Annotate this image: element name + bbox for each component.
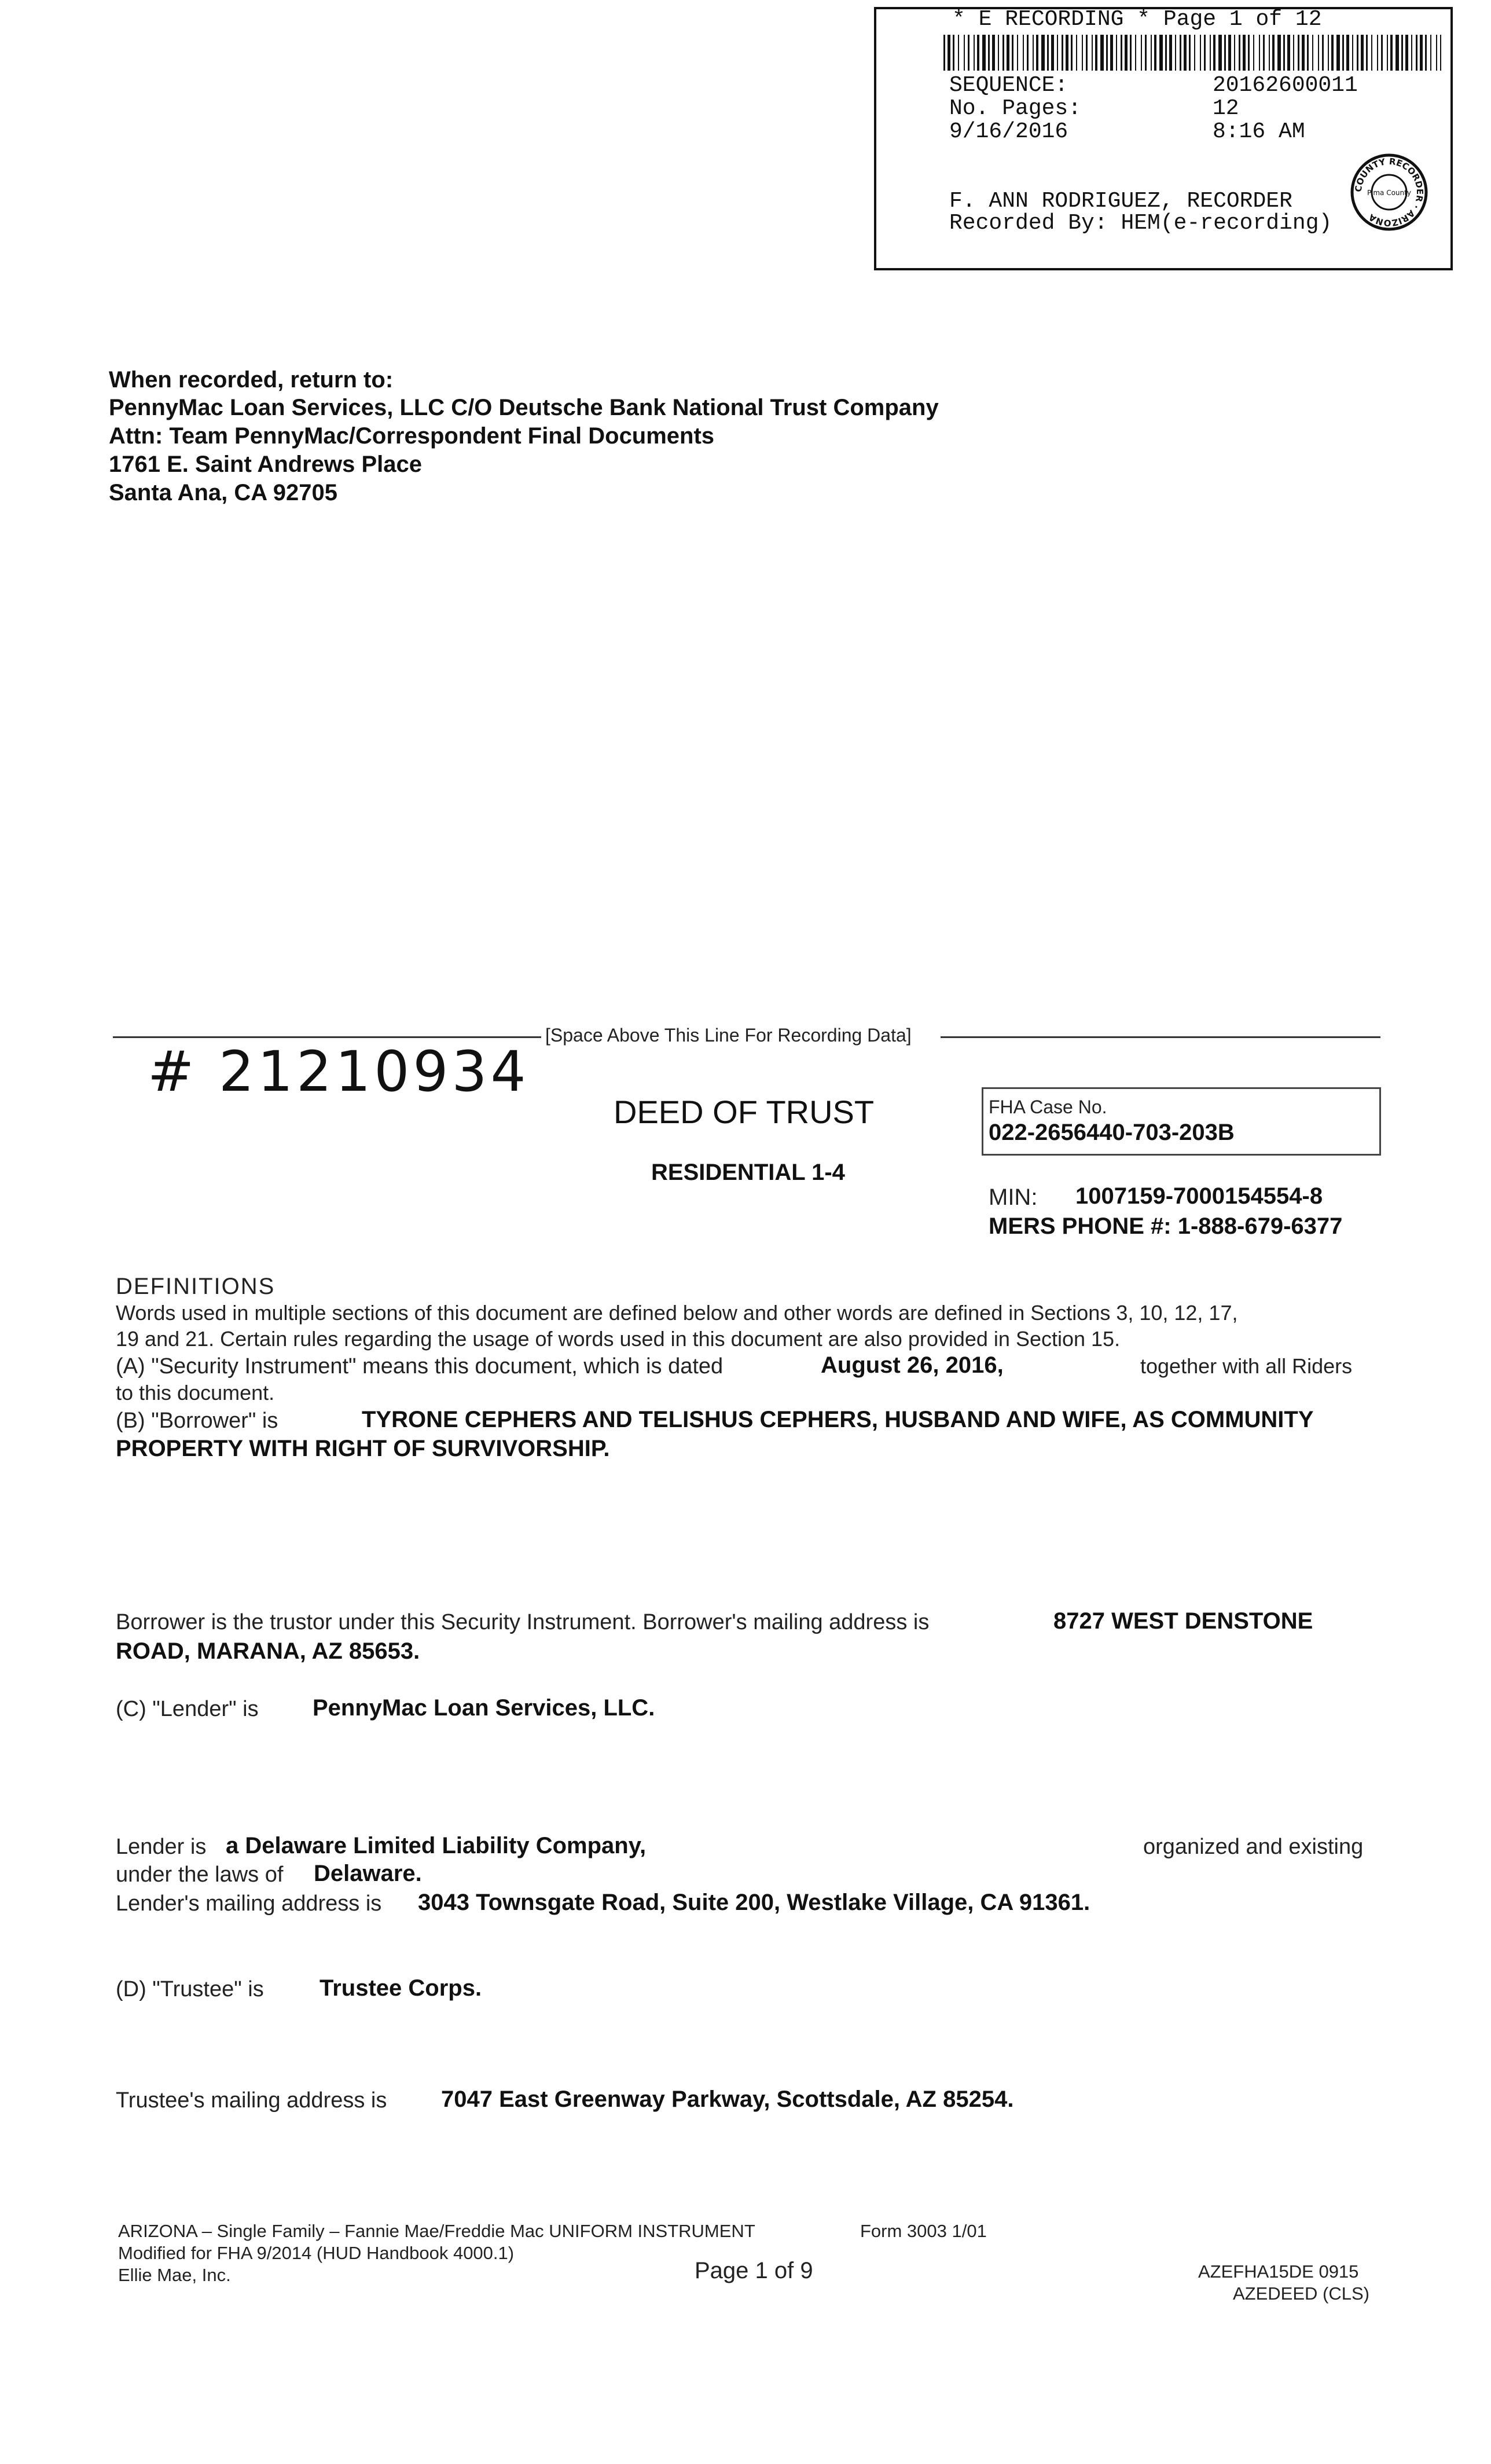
barcode-bar (1125, 35, 1128, 71)
lender-address-label: Lender's mailing address is (116, 1891, 382, 1916)
definitions-intro-2: 19 and 21. Certain rules regarding the usage of words used in this document are also provided in Section 15. (116, 1327, 1121, 1351)
barcode-bar (1302, 35, 1305, 71)
stamp-date: 9/16/2016 (949, 119, 1068, 144)
barcode-bar (1361, 35, 1364, 71)
barcode-bar (1175, 35, 1176, 71)
barcode-bar (977, 35, 979, 71)
barcode-bar (1110, 35, 1113, 71)
barcode-bar (998, 35, 999, 71)
barcode-bar (1411, 35, 1412, 71)
def-b-value-2: PROPERTY WITH RIGHT OF SURVIVORSHIP. (116, 1436, 610, 1461)
def-a-line2: to this document. (116, 1381, 275, 1405)
barcode-bar (1007, 35, 1009, 71)
barcode-bar (1228, 35, 1231, 71)
def-d-value: Trustee Corps. (320, 1975, 482, 2001)
barcode-bar (1012, 35, 1013, 71)
lender-laws-value: Delaware. (314, 1861, 422, 1886)
barcode-bar (953, 35, 954, 71)
stamp-recorder: F. ANN RODRIGUEZ, RECORDER (949, 189, 1292, 214)
barcode-bar (1352, 35, 1353, 71)
barcode-bar (1425, 35, 1427, 71)
barcode-bar (1095, 35, 1097, 71)
barcode-bar (992, 35, 995, 71)
barcode-bar (1377, 35, 1378, 71)
barcode-bar (1269, 35, 1270, 71)
barcode-bar (1366, 35, 1368, 71)
definitions-intro-1: Words used in multiple sections of this document are defined below and other words are defined in Sections 3, 10, 12, 17, (116, 1301, 1238, 1325)
barcode-bar (1027, 35, 1029, 71)
def-b-value-1: TYRONE CEPHERS AND TELISHUS CEPHERS, HUSBAND AND WIFE, AS COMMUNITY (362, 1407, 1314, 1432)
footer-company: Ellie Mae, Inc. (118, 2265, 231, 2285)
barcode-bar (1041, 35, 1045, 71)
lender-laws-label: under the laws of (116, 1862, 284, 1887)
fha-case-label: FHA Case No. (989, 1097, 1107, 1117)
borrower-address-line2: ROAD, MARANA, AZ 85653. (116, 1638, 420, 1664)
borrower-address-line1: 8727 WEST DENSTONE (1053, 1608, 1313, 1634)
barcode-bar (1328, 35, 1329, 71)
barcode-bar (982, 35, 986, 71)
barcode-bar (1387, 35, 1388, 71)
def-a-prefix: (A) "Security Instrument" means this document, which is dated (116, 1354, 724, 1378)
barcode-bar (1154, 35, 1156, 71)
barcode-bar (1283, 35, 1285, 71)
mers-phone: MERS PHONE #: 1-888-679-6377 (989, 1213, 1343, 1239)
barcode-bar (1130, 35, 1132, 71)
barcode-bar (1180, 35, 1181, 71)
county-seal-icon (1349, 152, 1430, 233)
barcode-bar (1204, 35, 1206, 71)
lender-type: a Delaware Limited Liability Company, (226, 1833, 647, 1858)
barcode-bar (1159, 35, 1163, 71)
barcode-bar (1023, 35, 1024, 71)
barcode-bar (1151, 35, 1152, 71)
barcode-bar (1263, 35, 1265, 71)
barcode-bar (1218, 35, 1222, 71)
footer-modified: Modified for FHA 9/2014 (HUD Handbook 4000.1) (118, 2243, 515, 2263)
barcode-bar (1184, 35, 1187, 71)
barcode-bar (1189, 35, 1191, 71)
def-a-date: August 26, 2016, (821, 1352, 1004, 1378)
barcode-bar (1057, 35, 1058, 71)
separator-left (113, 1036, 541, 1038)
barcode-bar (1401, 35, 1403, 71)
lender-is-label: Lender is (116, 1835, 207, 1859)
barcode-bar (958, 35, 959, 71)
barcode-bar (1307, 35, 1309, 71)
handwritten-number: # 21210934 (148, 1039, 530, 1104)
barcode-bar (1336, 35, 1340, 71)
barcode-bar (1318, 35, 1319, 71)
footer-form: Form 3003 1/01 (860, 2221, 987, 2241)
barcode-bar (1405, 35, 1408, 71)
barcode-bar (1436, 35, 1437, 71)
barcode-bar (1141, 35, 1142, 71)
barcode-bar (1135, 35, 1136, 71)
return-to-street: 1761 E. Saint Andrews Place (109, 452, 422, 477)
barcode-bar (1086, 35, 1088, 71)
barcode-bar (1293, 35, 1294, 71)
barcode-bar (1420, 35, 1423, 71)
barcode-bar (1259, 35, 1260, 71)
barcode-bar (1234, 35, 1235, 71)
trustee-address-label: Trustee's mailing address is (116, 2088, 387, 2113)
barcode-bar (1298, 35, 1299, 71)
barcode-bar (1346, 35, 1349, 71)
barcode-bar (1277, 35, 1281, 71)
return-to-city: Santa Ana, CA 92705 (109, 480, 337, 505)
barcode-bar (943, 35, 945, 71)
stamp-pages-value: 12 (1213, 96, 1239, 121)
fha-case-value: 022-2656440-703-203B (989, 1120, 1235, 1145)
barcode-bar (1253, 35, 1254, 71)
stamp-sequence-label: SEQUENCE: (949, 73, 1068, 98)
return-to-label: When recorded, return to: (109, 367, 394, 393)
def-a-suffix: together with all Riders (1140, 1354, 1353, 1378)
barcode-bar (1051, 35, 1054, 71)
barcode-bar (974, 35, 975, 71)
barcode-bar (1272, 35, 1275, 71)
barcode-bar (1116, 35, 1117, 71)
footer-instrument: ARIZONA – Single Family – Fannie Mae/Freddie Mac UNIFORM INSTRUMENT (118, 2221, 755, 2241)
seal-ring-text: COUNTY RECORDER · ARIZONA (1353, 156, 1426, 229)
barcode-bar (1213, 35, 1215, 71)
stamp-pages-label: No. Pages: (949, 96, 1082, 121)
lender-organized: organized and existing (1143, 1835, 1364, 1859)
barcode-icon (943, 35, 1441, 71)
barcode-bar (1239, 35, 1240, 71)
barcode-bar (988, 35, 990, 71)
seal-center-text: Pima County (1367, 189, 1411, 197)
barcode-bar (1200, 35, 1201, 71)
space-above-label: [Space Above This Line For Recording Data] (545, 1025, 912, 1046)
lender-address-value: 3043 Townsgate Road, Suite 200, Westlake Village, CA 91361. (418, 1890, 1090, 1915)
barcode-bar (1440, 35, 1441, 71)
min-label: MIN: (989, 1185, 1038, 1210)
return-to-company: PennyMac Loan Services, LLC C/O Deutsche Bank National Trust Company (109, 395, 939, 420)
footer-code2: AZEDEED (CLS) (1233, 2283, 1369, 2304)
page-subtitle: RESIDENTIAL 1-4 (651, 1160, 845, 1185)
barcode-bar (1066, 35, 1068, 71)
barcode-bar (1047, 35, 1049, 71)
barcode-bar (964, 35, 965, 71)
barcode-bar (1106, 35, 1108, 71)
barcode-bar (1287, 35, 1290, 71)
return-to-attn: Attn: Team PennyMac/Correspondent Final Documents (109, 423, 715, 449)
stamp-recorded-by: Recorded By: HEM(e-recording) (949, 211, 1332, 236)
barcode-bar (1165, 35, 1167, 71)
barcode-bar (1395, 35, 1399, 71)
footer-code1: AZEFHA15DE 0915 (1198, 2261, 1359, 2282)
barcode-bar (1371, 35, 1372, 71)
barcode-bar (1224, 35, 1226, 71)
barcode-bar (968, 35, 969, 71)
barcode-bar (1342, 35, 1344, 71)
barcode-bar (1416, 35, 1417, 71)
def-d-prefix: (D) "Trustee" is (116, 1977, 264, 2001)
barcode-bar (1017, 35, 1018, 71)
barcode-bar (948, 35, 950, 71)
barcode-bar (1322, 35, 1324, 71)
barcode-bar (1082, 35, 1083, 71)
def-c-prefix: (C) "Lender" is (116, 1697, 259, 1721)
barcode-bar (1002, 35, 1004, 71)
separator-right (941, 1036, 1380, 1038)
def-b-prefix: (B) "Borrower" is (116, 1409, 278, 1433)
def-c-value: PennyMac Loan Services, LLC. (313, 1695, 655, 1721)
barcode-bar (1121, 35, 1122, 71)
barcode-bar (1036, 35, 1038, 71)
borrower-address-prefix: Borrower is the trustor under this Security Instrument. Borrower's mailing address is (116, 1610, 930, 1634)
barcode-bar (1248, 35, 1250, 71)
page-title: DEED OF TRUST (614, 1094, 875, 1130)
barcode-bar (1071, 35, 1073, 71)
stamp-sequence-value: 20162600011 (1213, 73, 1358, 98)
barcode-bar (1194, 35, 1195, 71)
barcode-bar (1100, 35, 1104, 71)
barcode-bar (1243, 35, 1246, 71)
barcode-bar (1390, 35, 1393, 71)
definitions-heading: DEFINITIONS (116, 1274, 276, 1299)
trustee-address-value: 7047 East Greenway Parkway, Scottsdale, AZ 85254. (441, 2087, 1014, 2112)
min-value: 1007159-7000154554-8 (1075, 1183, 1323, 1209)
stamp-time: 8:16 AM (1213, 119, 1305, 144)
barcode-bar (1076, 35, 1077, 71)
barcode-bar (1092, 35, 1093, 71)
stamp-header: * E RECORDING * Page 1 of 12 (952, 7, 1322, 32)
barcode-bar (1331, 35, 1334, 71)
barcode-bar (1033, 35, 1034, 71)
barcode-bar (1312, 35, 1313, 71)
barcode-bar (1169, 35, 1172, 71)
page-number: Page 1 of 9 (695, 2258, 813, 2283)
barcode-bar (1210, 35, 1211, 71)
barcode-bar (1381, 35, 1383, 71)
barcode-bar (1430, 35, 1431, 71)
barcode-bar (1145, 35, 1147, 71)
barcode-bar (1062, 35, 1063, 71)
barcode-bar (1357, 35, 1358, 71)
